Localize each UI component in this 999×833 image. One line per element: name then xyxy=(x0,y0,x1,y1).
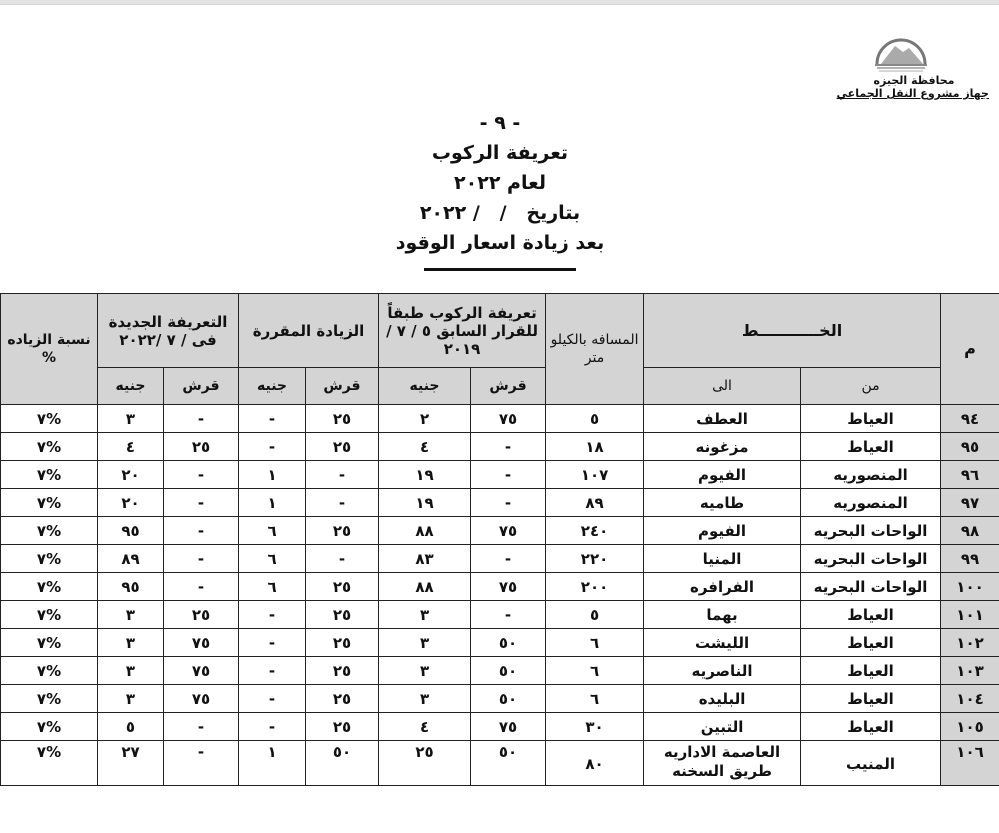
inc-jineh-cell: - xyxy=(239,629,306,657)
pyramid-logo-icon xyxy=(869,30,933,72)
page-number: - ٩ - xyxy=(479,112,521,134)
old-qirsh-cell: ٧٥ xyxy=(471,573,546,601)
inc-jineh-cell: ١ xyxy=(239,461,306,489)
old-qirsh-cell: ٧٥ xyxy=(471,517,546,545)
inc-jineh-cell: ٦ xyxy=(239,573,306,601)
pct-cell: %٧ xyxy=(1,601,98,629)
inc-qirsh-cell: ٥٠ xyxy=(306,741,379,786)
document-titles xyxy=(380,108,620,271)
document-year: لعام ٢٠٢٢ xyxy=(454,172,546,194)
to-cell: بهما xyxy=(644,601,801,629)
inc-qirsh-cell: ٢٥ xyxy=(306,601,379,629)
document-date: بتاريخ / / ٢٠٢٢ xyxy=(419,202,581,224)
old-qirsh-cell: - xyxy=(471,601,546,629)
from-cell: المنصوريه xyxy=(801,461,941,489)
to-cell: طاميه xyxy=(644,489,801,517)
old-jineh-cell: ٢ xyxy=(379,405,471,433)
old-jineh-cell: ٤ xyxy=(379,433,471,461)
org-name: محافظة الجيزه xyxy=(873,74,955,87)
old-qirsh-cell: ٧٥ xyxy=(471,405,546,433)
inc-jineh-cell: - xyxy=(239,405,306,433)
to-cell: الفرافره xyxy=(644,573,801,601)
inc-jineh-cell: - xyxy=(239,601,306,629)
pct-cell: %٧ xyxy=(1,405,98,433)
new-qirsh-cell: - xyxy=(164,545,239,573)
pct-cell: %٧ xyxy=(1,685,98,713)
table-row xyxy=(1,601,999,629)
header-increase: الزيادة المقررة xyxy=(239,294,379,368)
row-number: ١٠٢ xyxy=(941,629,999,657)
new-jineh-cell: ٤ xyxy=(98,433,164,461)
old-jineh-cell: ٣ xyxy=(379,657,471,685)
header-new-jineh: جنيه xyxy=(98,368,164,405)
new-qirsh-cell: - xyxy=(164,741,239,786)
old-jineh-cell: ١٩ xyxy=(379,461,471,489)
inc-jineh-cell: ٦ xyxy=(239,545,306,573)
row-number: ١٠١ xyxy=(941,601,999,629)
from-cell: العياط xyxy=(801,657,941,685)
old-qirsh-cell: - xyxy=(471,489,546,517)
pct-cell: %٧ xyxy=(1,741,98,786)
distance-cell: ١٨ xyxy=(546,433,644,461)
old-qirsh-cell: - xyxy=(471,433,546,461)
distance-cell: ١٠٧ xyxy=(546,461,644,489)
new-jineh-cell: ٩٥ xyxy=(98,573,164,601)
pct-cell: %٧ xyxy=(1,713,98,741)
distance-cell: ٦ xyxy=(546,629,644,657)
new-jineh-cell: ٣ xyxy=(98,685,164,713)
inc-qirsh-cell: ٢٥ xyxy=(306,629,379,657)
to-cell: البليده xyxy=(644,685,801,713)
pct-cell: %٧ xyxy=(1,657,98,685)
inc-jineh-cell: - xyxy=(239,713,306,741)
to-cell: التبين xyxy=(644,713,801,741)
table-row xyxy=(1,461,999,489)
old-jineh-cell: ٣ xyxy=(379,601,471,629)
inc-jineh-cell: ١ xyxy=(239,489,306,517)
from-cell: الواحات البحريه xyxy=(801,545,941,573)
new-qirsh-cell: ٧٥ xyxy=(164,685,239,713)
inc-jineh-cell: ١ xyxy=(239,741,306,786)
row-number: ٩٨ xyxy=(941,517,999,545)
document-title: تعريفة الركوب xyxy=(431,142,569,164)
new-jineh-cell: ٣ xyxy=(98,405,164,433)
header-old-jineh: جنيه xyxy=(379,368,471,405)
pct-cell: %٧ xyxy=(1,489,98,517)
inc-qirsh-cell: - xyxy=(306,461,379,489)
row-number: ١٠٣ xyxy=(941,657,999,685)
new-jineh-cell: ٢٧ xyxy=(98,741,164,786)
distance-cell: ٦ xyxy=(546,657,644,685)
old-jineh-cell: ٨٣ xyxy=(379,545,471,573)
inc-qirsh-cell: - xyxy=(306,489,379,517)
new-qirsh-cell: ٧٥ xyxy=(164,657,239,685)
new-jineh-cell: ٩٥ xyxy=(98,517,164,545)
table-row xyxy=(1,713,999,741)
row-number: ١٠٤ xyxy=(941,685,999,713)
row-number: ٩٥ xyxy=(941,433,999,461)
row-number: ١٠٥ xyxy=(941,713,999,741)
header-from: من xyxy=(801,368,941,405)
inc-qirsh-cell: ٢٥ xyxy=(306,405,379,433)
organization-header xyxy=(836,30,989,100)
old-qirsh-cell: ٥٠ xyxy=(471,657,546,685)
from-cell: الواحات البحريه xyxy=(801,573,941,601)
header-new-qirsh: قرش xyxy=(164,368,239,405)
old-qirsh-cell: ٥٠ xyxy=(471,685,546,713)
table-row xyxy=(1,573,999,601)
header-old-qirsh: قرش xyxy=(471,368,546,405)
distance-cell: ٢٤٠ xyxy=(546,517,644,545)
pct-cell: %٧ xyxy=(1,517,98,545)
old-jineh-cell: ٤ xyxy=(379,713,471,741)
from-cell: العياط xyxy=(801,713,941,741)
old-qirsh-cell: ٥٠ xyxy=(471,629,546,657)
inc-qirsh-cell: ٢٥ xyxy=(306,433,379,461)
header-new-tariff: التعريفة الجديدة فى / ٧ /٢٠٢٢ xyxy=(98,294,239,368)
inc-qirsh-cell: ٢٥ xyxy=(306,713,379,741)
to-cell: العطف xyxy=(644,405,801,433)
to-cell: الفيوم xyxy=(644,517,801,545)
old-jineh-cell: ٨٨ xyxy=(379,517,471,545)
to-cell: الليشت xyxy=(644,629,801,657)
to-cell: الفيوم xyxy=(644,461,801,489)
from-cell: المنيب xyxy=(801,741,941,786)
document-subtitle: بعد زيادة اسعار الوقود xyxy=(395,232,605,254)
to-cell: مزغونه xyxy=(644,433,801,461)
table-row xyxy=(1,433,999,461)
distance-cell: ٨٩ xyxy=(546,489,644,517)
inc-jineh-cell: - xyxy=(239,657,306,685)
new-qirsh-cell: - xyxy=(164,573,239,601)
inc-qirsh-cell: ٢٥ xyxy=(306,573,379,601)
pct-cell: %٧ xyxy=(1,545,98,573)
new-qirsh-cell: ٢٥ xyxy=(164,433,239,461)
table-row xyxy=(1,517,999,545)
new-qirsh-cell: - xyxy=(164,461,239,489)
old-qirsh-cell: - xyxy=(471,461,546,489)
new-jineh-cell: ٣ xyxy=(98,657,164,685)
header-inc-jineh: جنيه xyxy=(239,368,306,405)
header-pct: نسبة الزياده % xyxy=(1,294,98,405)
new-qirsh-cell: - xyxy=(164,405,239,433)
table-row xyxy=(1,545,999,573)
old-qirsh-cell: ٥٠ xyxy=(471,741,546,786)
distance-cell: ٢٠٠ xyxy=(546,573,644,601)
old-jineh-cell: ٨٨ xyxy=(379,573,471,601)
new-jineh-cell: ٣ xyxy=(98,629,164,657)
row-number: ١٠٦ xyxy=(941,741,999,786)
header-inc-qirsh: قرش xyxy=(306,368,379,405)
inc-jineh-cell: - xyxy=(239,433,306,461)
new-qirsh-cell: - xyxy=(164,489,239,517)
pct-cell: %٧ xyxy=(1,573,98,601)
table-row xyxy=(1,657,999,685)
distance-cell: ٣٠ xyxy=(546,713,644,741)
title-underline xyxy=(424,268,576,271)
distance-cell: ٦ xyxy=(546,685,644,713)
new-qirsh-cell: - xyxy=(164,713,239,741)
old-jineh-cell: ٣ xyxy=(379,685,471,713)
inc-qirsh-cell: ٢٥ xyxy=(306,517,379,545)
from-cell: العياط xyxy=(801,601,941,629)
row-number: ٩٦ xyxy=(941,461,999,489)
top-bar xyxy=(0,0,999,5)
row-number: ٩٧ xyxy=(941,489,999,517)
distance-cell: ٢٢٠ xyxy=(546,545,644,573)
row-number: ٩٤ xyxy=(941,405,999,433)
header-distance: المسافه بالكيلو متر xyxy=(546,294,644,405)
to-cell: العاصمة الاداريه طريق السخنه xyxy=(644,741,801,786)
header-old-tariff: تعريفة الركوب طبقاً للقرار السابق ٥ / ٧ / ٢٠١٩ xyxy=(379,294,546,368)
header-m: م xyxy=(941,294,999,405)
inc-jineh-cell: ٦ xyxy=(239,517,306,545)
pct-cell: %٧ xyxy=(1,461,98,489)
from-cell: العياط xyxy=(801,629,941,657)
new-jineh-cell: ٣ xyxy=(98,601,164,629)
old-qirsh-cell: ٧٥ xyxy=(471,713,546,741)
pct-cell: %٧ xyxy=(1,433,98,461)
row-number: ١٠٠ xyxy=(941,573,999,601)
table-row xyxy=(1,489,999,517)
from-cell: العياط xyxy=(801,433,941,461)
old-qirsh-cell: - xyxy=(471,545,546,573)
row-number: ٩٩ xyxy=(941,545,999,573)
table-row xyxy=(1,405,999,433)
table-row xyxy=(1,685,999,713)
org-unit: جهاز مشروع النقل الجماعي xyxy=(836,87,989,100)
new-jineh-cell: ٥ xyxy=(98,713,164,741)
header-line: الخـــــــــــط xyxy=(644,294,941,368)
from-cell: العياط xyxy=(801,685,941,713)
inc-qirsh-cell: ٢٥ xyxy=(306,685,379,713)
from-cell: العياط xyxy=(801,405,941,433)
from-cell: المنصوريه xyxy=(801,489,941,517)
header-to: الى xyxy=(644,368,801,405)
tariff-table xyxy=(0,293,999,786)
new-jineh-cell: ٨٩ xyxy=(98,545,164,573)
table-row xyxy=(1,741,999,786)
distance-cell: ٥ xyxy=(546,601,644,629)
table-row xyxy=(1,629,999,657)
old-jineh-cell: ٢٥ xyxy=(379,741,471,786)
inc-qirsh-cell: ٢٥ xyxy=(306,657,379,685)
new-qirsh-cell: - xyxy=(164,517,239,545)
new-qirsh-cell: ٢٥ xyxy=(164,601,239,629)
new-jineh-cell: ٢٠ xyxy=(98,461,164,489)
old-jineh-cell: ٣ xyxy=(379,629,471,657)
distance-cell: ٥ xyxy=(546,405,644,433)
from-cell: الواحات البحريه xyxy=(801,517,941,545)
to-cell: الناصريه xyxy=(644,657,801,685)
new-qirsh-cell: ٧٥ xyxy=(164,629,239,657)
to-cell: المنيا xyxy=(644,545,801,573)
pct-cell: %٧ xyxy=(1,629,98,657)
new-jineh-cell: ٢٠ xyxy=(98,489,164,517)
distance-cell: ٨٠ xyxy=(546,741,644,786)
inc-qirsh-cell: - xyxy=(306,545,379,573)
inc-jineh-cell: - xyxy=(239,685,306,713)
old-jineh-cell: ١٩ xyxy=(379,489,471,517)
